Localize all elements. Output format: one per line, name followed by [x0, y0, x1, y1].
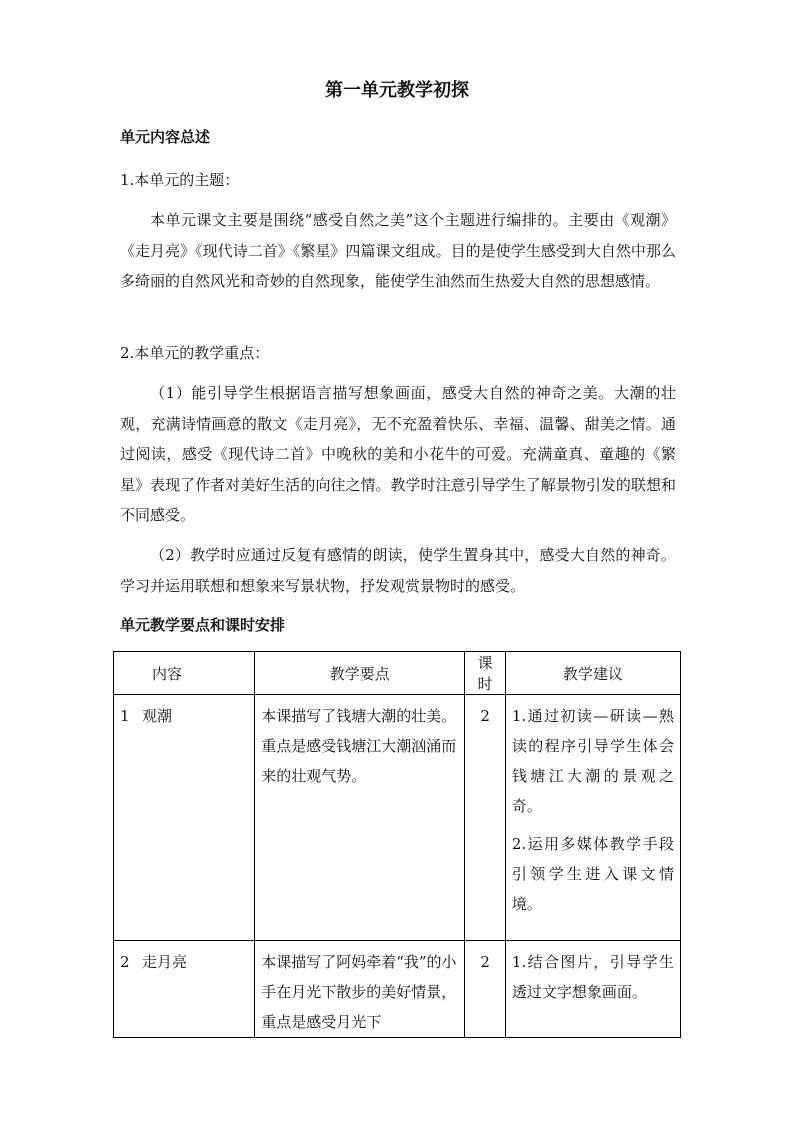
- header-suggestions: 教学建议: [505, 652, 680, 695]
- lesson-points: 本课描写了阿妈牵着“我”的小手在月光下散步的美好情景，重点是感受月光下: [261, 953, 457, 1031]
- section-heading-overview: 单元内容总述: [120, 128, 211, 146]
- theme-paragraph: 本单元课文主要是围绕“感受自然之美”这个主题进行编排的。主要由《观潮》《走月亮》《现代诗二首》《繁星》四篇课文组成。目的是使学生感受到大自然中那么多绮丽的自然风光和奇妙的自然现象，能使学生油然而生热爱大自然的思想感情。: [120, 211, 676, 290]
- table-header-row: [114, 652, 681, 695]
- lesson-hours: 2: [480, 953, 490, 971]
- table-row: [114, 941, 681, 1038]
- suggestions-cell: [505, 695, 680, 941]
- page-title: 第一单元教学初探: [325, 80, 469, 101]
- lesson-number: 2: [120, 953, 130, 971]
- header-content: 内容: [114, 652, 255, 695]
- lesson-number: 1: [120, 707, 130, 725]
- suggestions-cell: [505, 941, 680, 1038]
- suggestion-item: 2.运用多媒体教学手段引领学生进入课文情境。: [511, 835, 674, 913]
- lesson-points: 本课描写了钱塘大潮的壮美。重点是感受钱塘江大潮汹涌而来的壮观气势。: [261, 707, 457, 785]
- focus-paragraph-2: （2）教学时应通过反复有感情的朗读，使学生置身其中，感受大自然的神奇。学习并运用联想和想象来写景状物，抒发观赏景物时的感受。: [120, 546, 676, 595]
- table-row: [114, 695, 681, 941]
- points-cell: [255, 695, 465, 941]
- teaching-plan-table: [113, 651, 681, 1038]
- hours-cell: [465, 941, 506, 1038]
- points-cell: [255, 941, 465, 1038]
- focus-label: 2.本单元的教学重点：: [120, 344, 270, 362]
- hours-cell: [465, 695, 506, 941]
- lesson-name: 走月亮: [142, 953, 188, 971]
- suggestion-item: 1.通过初读—研读—熟读的程序引导学生体会钱塘江大潮的景观之奇。: [511, 707, 674, 815]
- header-points: 教学要点: [255, 652, 465, 695]
- focus-paragraph-1: （1）能引导学生根据语言描写想象画面，感受大自然的神奇之美。大潮的壮观，充满诗情画意的散文《走月亮》，无不充盈着快乐、幸福、温馨、甜美之情。通过阅读，感受《现代诗二首》中晚秋的美和小花牛的可爱。充满童真、童趣的《繁星》表现了作者对美好生活的向往之情。教学时注意引导学生了解景物引发的联想和不同感受。: [120, 384, 676, 524]
- suggestion-item: 1.结合图片，引导学生透过文字想象画面。: [511, 953, 674, 1001]
- header-hours: 课时: [465, 652, 506, 695]
- theme-label: 1.本单元的主题：: [120, 171, 240, 189]
- section-heading-plan: 单元教学要点和课时安排: [120, 616, 286, 634]
- lesson-name: 观潮: [142, 707, 173, 725]
- lesson-cell: [114, 695, 255, 941]
- lesson-hours: 2: [480, 707, 490, 725]
- lesson-cell: [114, 941, 255, 1038]
